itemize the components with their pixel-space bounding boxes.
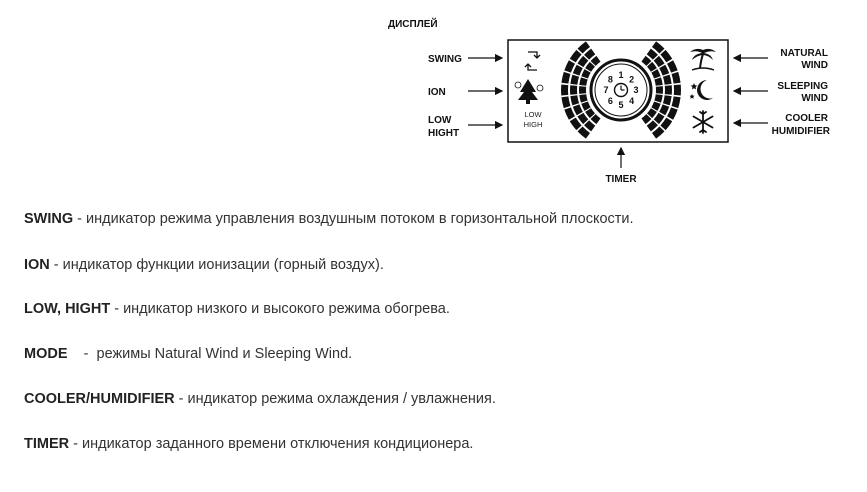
fan-segment bbox=[561, 84, 568, 95]
fan-segment bbox=[656, 86, 663, 94]
display-diagram bbox=[0, 0, 867, 200]
desc-ion bbox=[24, 257, 384, 273]
timer-number: 7 bbox=[603, 85, 609, 96]
timer-number: 3 bbox=[633, 85, 639, 96]
fan-segment bbox=[665, 85, 672, 94]
diagram-title: ДИСПЛЕЙ bbox=[388, 19, 438, 30]
label-cooler: COOLER bbox=[785, 113, 828, 124]
timer-number: 8 bbox=[607, 74, 613, 85]
label-swing: SWING bbox=[428, 54, 462, 65]
desc-text: - индикатор функции ионизации (горный воздух). bbox=[49, 257, 384, 273]
label-natural: NATURAL bbox=[780, 48, 828, 59]
label-hight: HIGHT bbox=[428, 128, 460, 139]
label-sleeping: SLEEPING bbox=[777, 81, 828, 92]
desc-text: - индикатор режима охлаждения / увлажнения. bbox=[174, 391, 496, 407]
timer-number: 5 bbox=[618, 100, 624, 111]
desc-term: TIMER bbox=[24, 436, 70, 452]
desc-text: - индикатор низкого и высокого режима обогрева. bbox=[110, 301, 450, 317]
clock-icon bbox=[615, 84, 628, 97]
label-sleeping-wind: WIND bbox=[801, 93, 828, 104]
label-natural-wind: WIND bbox=[801, 60, 828, 71]
inner-high-text: HIGH bbox=[523, 120, 543, 129]
desc-mode bbox=[24, 346, 352, 362]
desc-text: - режимы Natural Wind и Sleeping Wind. bbox=[67, 346, 353, 362]
desc-text: - индикатор заданного времени отключения кондиционера. bbox=[69, 436, 474, 452]
label-ion: ION bbox=[428, 87, 446, 98]
inner-low-text: LOW bbox=[524, 110, 542, 119]
desc-term: SWING bbox=[24, 211, 74, 227]
desc-term: LOW, HIGHT bbox=[24, 301, 111, 317]
desc-term: COOLER/HUMIDIFIER bbox=[24, 391, 175, 407]
fan-segment bbox=[570, 85, 577, 94]
desc-timer bbox=[24, 436, 473, 452]
timer-number: 2 bbox=[629, 74, 635, 85]
timer-number: 6 bbox=[607, 95, 613, 106]
fan-segment bbox=[579, 86, 586, 94]
fan-segment bbox=[674, 84, 681, 95]
timer-number: 4 bbox=[629, 95, 635, 106]
desc-term: ION bbox=[24, 257, 50, 273]
label-humidifier: HUMIDIFIER bbox=[771, 126, 830, 137]
desc-swing bbox=[24, 211, 634, 227]
desc-cooler bbox=[24, 391, 496, 407]
desc-text: - индикатор режима управления воздушным потоком в горизонтальной плоскости. bbox=[73, 211, 634, 227]
timer-number: 1 bbox=[618, 70, 624, 81]
label-timer: TIMER bbox=[605, 174, 637, 185]
desc-term: MODE bbox=[24, 346, 68, 362]
label-low: LOW bbox=[428, 115, 452, 126]
desc-low-high bbox=[24, 301, 450, 317]
